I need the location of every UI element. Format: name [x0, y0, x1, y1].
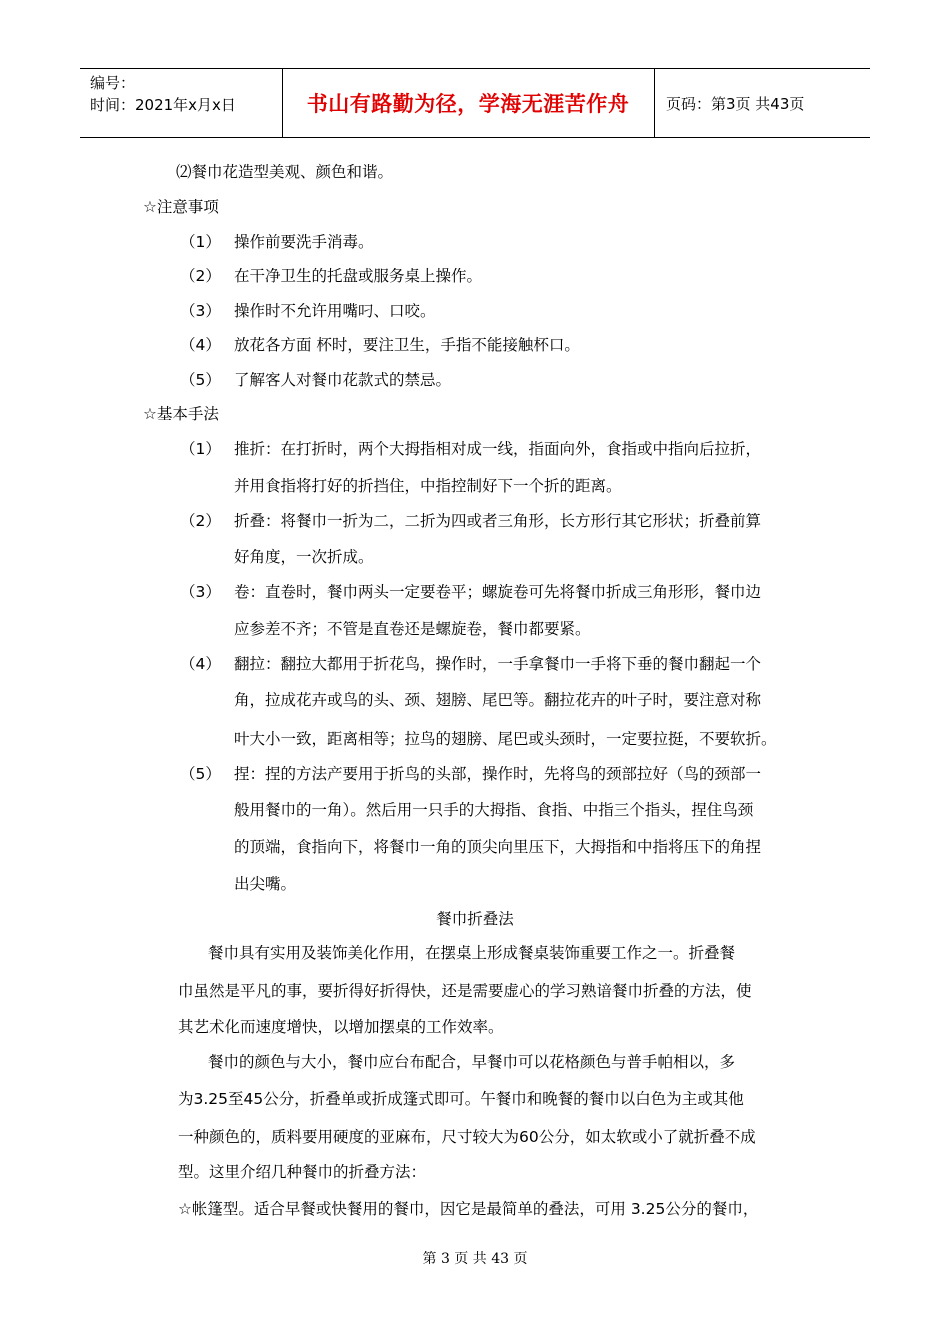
list-item-continued: 的顶端，食指向下，将餐巾一角的顶尖向里压下，大拇指和中指将压下的角捏 [234, 838, 762, 856]
list-item-continued: 角，拉成花卉或鸟的头、颈、翅膀、尾巴等。翻拉花卉的叶子时，要注意对称 [234, 691, 762, 709]
number-label: 编号： [90, 74, 136, 92]
page-header [80, 68, 870, 138]
body-line: ⑵餐巾花造型美观、颜色和谐。 [176, 163, 394, 181]
list-item-continued: 好角度，一次折成。 [234, 548, 374, 566]
header-divider [654, 69, 655, 137]
section-title: 餐巾折叠法 [436, 910, 514, 928]
header-meta [90, 72, 236, 116]
list-item: 在干净卫生的托盘或服务桌上操作。 [234, 267, 483, 285]
header-motto: 书山有路勤为径，学海无涯苦作舟 [306, 92, 630, 116]
list-number: （4） [180, 655, 221, 673]
paragraph-line: 餐巾的颜色与大小，餐巾应台布配合，早餐巾可以花格颜色与普手帕相以，多 [208, 1053, 736, 1071]
list-item: 折叠：将餐巾一折为二，二折为四或者三角形，长方形行其它形状；折叠前算 [234, 512, 762, 530]
paragraph-line: 其艺术化而速度增快，以增加摆桌的工作效率。 [178, 1018, 504, 1036]
list-item: 卷：直卷时，餐巾两头一定要卷平；螺旋卷可先将餐巾折成三角形形，餐巾边 [234, 583, 762, 601]
list-item: 推折：在打折时，两个大拇指相对成一线，指面向外，食指或中指向后拉折， [234, 440, 762, 458]
list-number: （5） [180, 371, 221, 389]
list-item: 翻拉：翻拉大都用于折花鸟，操作时，一手拿餐巾一手将下垂的餐巾翻起一个 [234, 655, 762, 673]
paragraph-line: 为3.25至45公分，折叠单或折成篷式即可。午餐巾和晚餐的餐巾以白色为主或其他 [178, 1090, 744, 1108]
paragraph-line: ☆帐篷型。适合早餐或快餐用的餐巾，因它是最简单的叠法，可用 3.25公分的餐巾， [178, 1200, 759, 1218]
list-item: 捏：捏的方法产要用于折鸟的头部，操作时，先将鸟的颈部拉好（鸟的颈部一 [234, 765, 762, 783]
paragraph-line: 一种颜色的，质料要用硬度的亚麻布，尺寸较大为60公分，如太软或小了就折叠不成 [178, 1128, 756, 1146]
list-number: （2） [180, 512, 221, 530]
list-item: 放花各方面 杯时，要注卫生，手指不能接触杯口。 [234, 336, 580, 354]
list-item-continued: 叶大小一致，距离相等；拉鸟的翅膀、尾巴或头颈时，一定要拉挺，不要软折。 [234, 730, 777, 748]
paragraph-line: 巾虽然是平凡的事，要折得好折得快，还是需要虚心的学习熟谙餐巾折叠的方法，使 [178, 982, 752, 1000]
page-footer: 第 3 页 共 43 页 [422, 1251, 528, 1267]
list-number: （1） [180, 233, 221, 251]
section-heading: ☆基本手法 [143, 405, 219, 423]
paragraph-line: 型。这里介绍几种餐巾的折叠方法： [178, 1163, 427, 1181]
list-item: 操作前要洗手消毒。 [234, 233, 374, 251]
list-item-continued: 出尖嘴。 [234, 875, 297, 893]
list-number: （1） [180, 440, 221, 458]
list-number: （3） [180, 302, 221, 320]
section-heading: ☆注意事项 [143, 198, 219, 216]
list-number: （5） [180, 765, 221, 783]
list-item-continued: 并用食指将打好的折挡住，中指控制好下一个折的距离。 [234, 477, 622, 495]
list-item: 了解客人对餐巾花款式的禁忌。 [234, 371, 452, 389]
list-number: （2） [180, 267, 221, 285]
list-item: 操作时不允许用嘴叼、口咬。 [234, 302, 436, 320]
time-label: 时间：2021年x月x日 [90, 96, 236, 114]
list-number: （4） [180, 336, 221, 354]
list-item-continued: 应参差不齐；不管是直卷还是螺旋卷，餐巾都要紧。 [234, 620, 591, 638]
list-item-continued: 般用餐巾的一角）。然后用一只手的大拇指、食指、中指三个指头，捏住鸟颈 [234, 801, 754, 819]
paragraph-line: 餐巾具有实用及装饰美化作用，在摆桌上形成餐桌装饰重要工作之一。折叠餐 [208, 944, 736, 962]
list-number: （3） [180, 583, 221, 601]
page-info: 页码：第3页 共43页 [666, 95, 805, 113]
